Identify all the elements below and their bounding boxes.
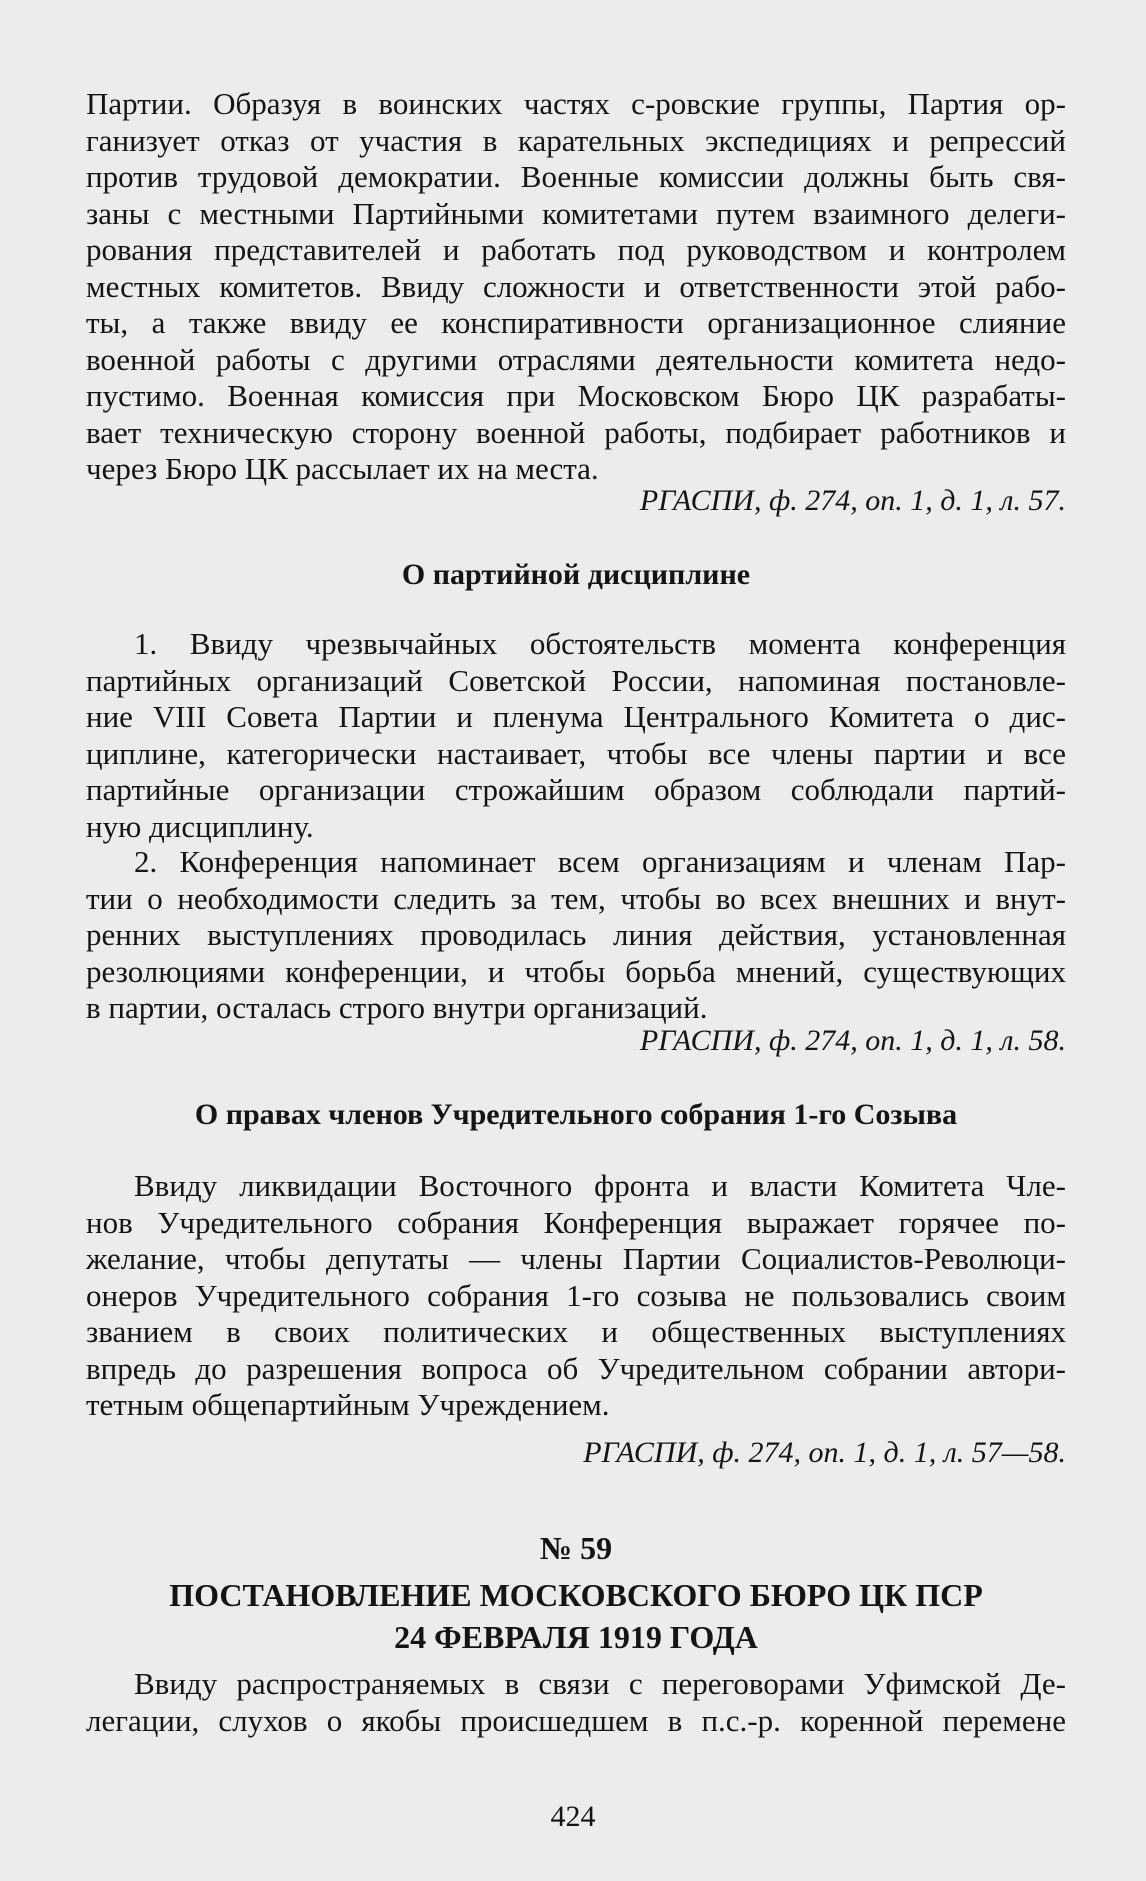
paragraph-resolution-start: [86, 1666, 1066, 1739]
text-line: Партии. Образуя в воинских частях с-ровские группы, Партия ор-: [86, 86, 1066, 121]
text-line: 2. Конференция напоминает всем организациям и членам Пар-: [134, 844, 1066, 879]
archive-citation: РГАСПИ, ф. 274, оп. 1, д. 1, л. 57—58.: [583, 1436, 1066, 1469]
text-line: вает техническую сторону военной работы, подбирает работников и: [86, 414, 1066, 450]
text-line: тетным общепартийным Учреждением.: [86, 1387, 610, 1422]
text-line: званием в своих политических и общественных выступлениях: [86, 1314, 1066, 1349]
text-line: против трудовой демократии. Военные комиссии должны быть свя-: [86, 159, 1066, 194]
text-line: резолюциями конференции, и чтобы борьба мнений, существующих: [86, 953, 1066, 989]
document-number: № 59: [539, 1530, 613, 1566]
archive-citation: РГАСПИ, ф. 274, оп. 1, д. 1, л. 58.: [639, 1024, 1066, 1057]
paragraph-discipline-2: [86, 844, 1066, 1027]
text-line: местных комитетов. Ввиду сложности и ответственности этой рабо-: [86, 268, 1066, 304]
text-line: рования представителей и работать под руководством и контролем: [86, 232, 1066, 267]
section-heading: О партийной дисциплине: [401, 558, 751, 591]
text-line: циплине, категорически настаивает, чтобы все члены партии и все: [86, 735, 1066, 771]
document-title-line: 24 ФЕВРАЛЯ 1919 ГОДА: [394, 1619, 758, 1655]
text-line: легации, слухов о якобы происшедшем в п.с.-р. коренной перемене: [86, 1702, 1066, 1738]
text-line: тии о необходимости следить за тем, чтобы во всех внешних и внут-: [86, 880, 1066, 916]
document-title-line: ПОСТАНОВЛЕНИЕ МОСКОВСКОГО БЮРО ЦК ПСР: [169, 1577, 983, 1613]
text-line: партийные организации строжайшим образом соблюдали партий-: [86, 772, 1066, 807]
page-number: 424: [550, 1800, 596, 1833]
paragraph-discipline-1: [86, 626, 1066, 845]
text-line: военной работы с другими отраслями деятельности комитета недо-: [86, 341, 1066, 377]
text-line: ную дисциплину.: [86, 808, 314, 844]
text-line: через Бюро ЦК рассылает их на места.: [86, 451, 599, 486]
text-line: ты, а также ввиду ее конспиративности организационное слияние: [86, 305, 1066, 340]
text-line: пустимо. Военная комиссия при Московском Бюро ЦК разрабаты-: [86, 378, 1066, 413]
text-line: Ввиду ликвидации Восточного фронта и власти Комитета Чле-: [134, 1168, 1066, 1203]
text-line: ренних выступлениях проводилась линия действия, установленная: [86, 917, 1066, 952]
text-line: партийных организаций Советской России, напоминая постановле-: [86, 662, 1066, 698]
paragraph-constituent-assembly: [86, 1168, 1066, 1424]
section-heading: О правах членов Учредительного собрания 1-го Созыва: [194, 1098, 958, 1131]
text-line: в партии, осталась строго внутри организаций.: [86, 990, 708, 1025]
text-line: желание, чтобы депутаты — члены Партии Социалистов-Революци-: [86, 1241, 1066, 1276]
paragraph-military-commissions: [86, 86, 1066, 488]
text-line: заны с местными Партийными комитетами путем взаимного делеги-: [86, 195, 1066, 231]
text-line: ние VIII Совета Партии и пленума Центрального Комитета о дис-: [86, 699, 1066, 734]
text-line: Ввиду распространяемых в связи с переговорами Уфимской Де-: [134, 1666, 1066, 1701]
text-line: онеров Учредительного собрания 1-го созыва не пользовались своим: [86, 1277, 1066, 1313]
text-line: 1. Ввиду чрезвычайных обстоятельств момента конференция: [134, 626, 1066, 661]
text-line: нов Учредительного собрания Конференция выражает горячее по-: [86, 1204, 1066, 1240]
text-line: впредь до разрешения вопроса об Учредительном собрании автори-: [86, 1350, 1066, 1386]
archive-citation: РГАСПИ, ф. 274, оп. 1, д. 1, л. 57.: [639, 484, 1066, 517]
text-line: ганизует отказ от участия в карательных экспедициях и репрессий: [86, 122, 1066, 158]
